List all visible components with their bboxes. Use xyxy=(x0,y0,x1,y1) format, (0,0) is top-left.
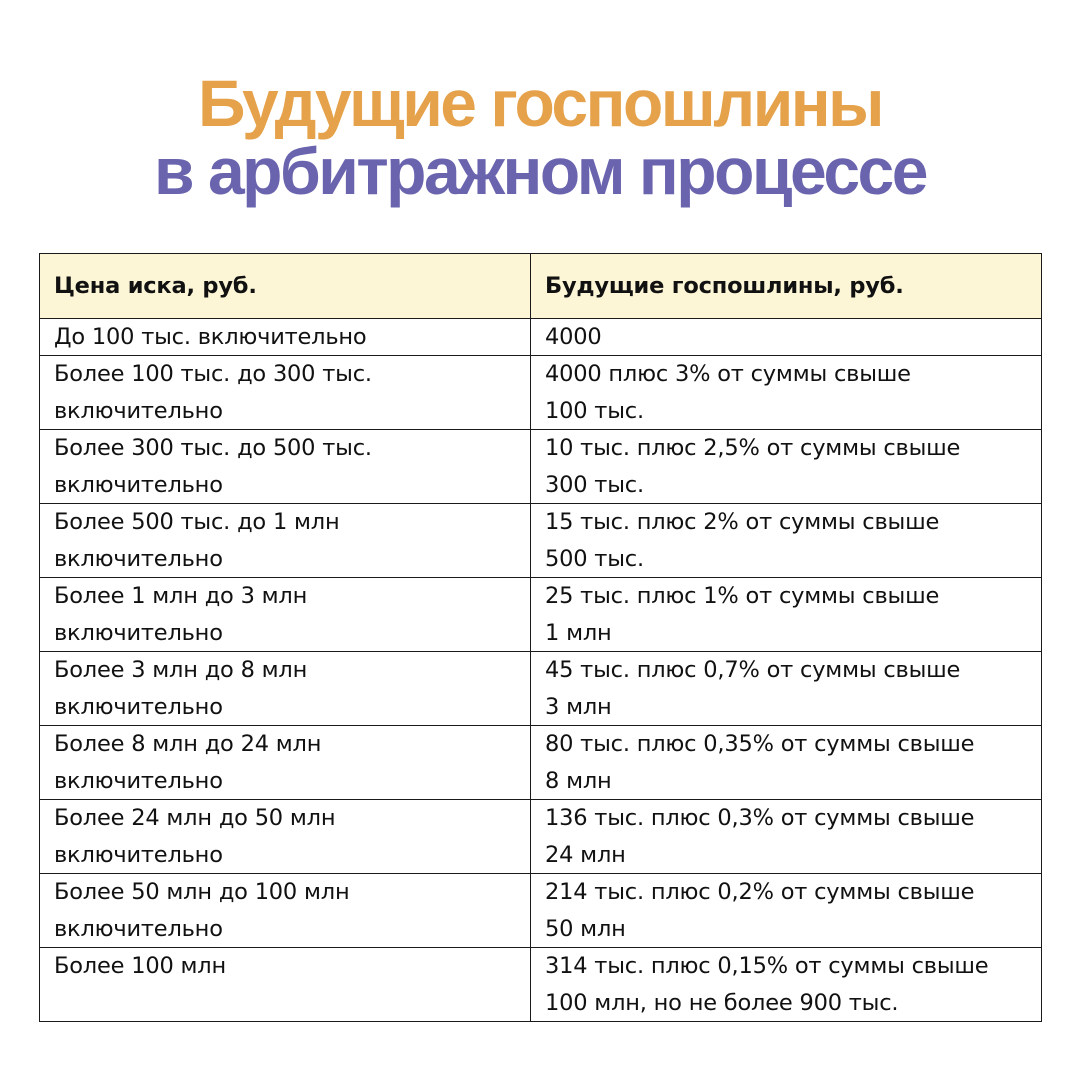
fee-cell xyxy=(531,430,1042,504)
fee-text: 10 тыс. плюс 2,5% от суммы свыше xyxy=(545,435,961,461)
claim-price-text: включительно xyxy=(54,841,223,868)
fee-text: 8 млн xyxy=(545,767,612,794)
claim-price-text: Более 300 тыс. до 500 тыс. xyxy=(54,435,372,461)
table-row xyxy=(40,652,1042,726)
fee-cell xyxy=(531,578,1042,652)
fee-text: 314 тыс. плюс 0,15% от суммы свыше xyxy=(545,953,989,979)
table-header-row xyxy=(40,254,1042,319)
fee-text: 500 тыс. xyxy=(545,545,644,572)
fee-text: 100 млн, но не более 900 тыс. xyxy=(545,989,899,1016)
table-body xyxy=(40,319,1042,1022)
fee-cell xyxy=(531,874,1042,948)
claim-price-text: Более 8 млн до 24 млн xyxy=(54,731,322,757)
fee-cell xyxy=(531,726,1042,800)
table-row xyxy=(40,800,1042,874)
claim-price-cell xyxy=(40,504,531,578)
title-line-2: в арбитражном процессе xyxy=(154,134,926,208)
claim-price-text: включительно xyxy=(54,915,223,942)
claim-price-cell xyxy=(40,874,531,948)
page-title xyxy=(0,66,1080,208)
claim-price-text: До 100 тыс. включительно xyxy=(54,324,367,350)
fee-text: 45 тыс. плюс 0,7% от суммы свыше xyxy=(545,657,961,683)
fee-text: 15 тыс. плюс 2% от суммы свыше xyxy=(545,509,940,535)
fee-text: 4000 xyxy=(545,324,602,350)
claim-price-text: Более 3 млн до 8 млн xyxy=(54,657,308,683)
claim-price-cell xyxy=(40,726,531,800)
fee-cell xyxy=(531,356,1042,430)
fee-cell xyxy=(531,800,1042,874)
fee-cell xyxy=(531,948,1042,1022)
table-row xyxy=(40,948,1042,1022)
claim-price-text: включительно xyxy=(54,545,223,572)
claim-price-text: Более 50 млн до 100 млн xyxy=(54,879,350,905)
table-row xyxy=(40,874,1042,948)
title-line-1: Будущие госпошлины xyxy=(197,66,883,140)
table-row xyxy=(40,578,1042,652)
claim-price-cell xyxy=(40,800,531,874)
fee-cell xyxy=(531,652,1042,726)
fee-text: 50 млн xyxy=(545,915,626,942)
claim-price-text: Более 1 млн до 3 млн xyxy=(54,583,308,609)
fee-text: 300 тыс. xyxy=(545,471,644,498)
fee-text: 136 тыс. плюс 0,3% от суммы свыше xyxy=(545,805,975,831)
fee-text: 100 тыс. xyxy=(545,397,644,424)
header-future-fees: Будущие госпошлины, руб. xyxy=(531,254,1042,319)
claim-price-cell xyxy=(40,319,531,356)
claim-price-cell xyxy=(40,652,531,726)
claim-price-text: Более 100 млн xyxy=(54,953,226,979)
fee-table xyxy=(39,253,1042,1022)
fee-cell xyxy=(531,504,1042,578)
table-row xyxy=(40,356,1042,430)
header-claim-price: Цена иска, руб. xyxy=(40,254,531,319)
table-row xyxy=(40,726,1042,800)
fee-text: 24 млн xyxy=(545,841,626,868)
claim-price-text: включительно xyxy=(54,619,223,646)
fee-text: 25 тыс. плюс 1% от суммы свыше xyxy=(545,583,940,609)
fee-text: 80 тыс. плюс 0,35% от суммы свыше xyxy=(545,731,975,757)
fee-text: 1 млн xyxy=(545,619,612,646)
claim-price-cell xyxy=(40,430,531,504)
claim-price-text: включительно xyxy=(54,693,223,720)
fee-text: 214 тыс. плюс 0,2% от суммы свыше xyxy=(545,879,975,905)
claim-price-cell xyxy=(40,578,531,652)
table-row xyxy=(40,504,1042,578)
fee-text: 4000 плюс 3% от суммы свыше xyxy=(545,361,911,387)
table-row xyxy=(40,319,1042,356)
claim-price-text: Более 24 млн до 50 млн xyxy=(54,805,336,831)
fee-text: 3 млн xyxy=(545,693,612,720)
claim-price-text: включительно xyxy=(54,767,223,794)
claim-price-cell xyxy=(40,356,531,430)
claim-price-text: Более 100 тыс. до 300 тыс. xyxy=(54,361,372,387)
claim-price-text: Более 500 тыс. до 1 млн xyxy=(54,509,340,535)
claim-price-cell xyxy=(40,948,531,1022)
table-row xyxy=(40,430,1042,504)
fee-cell xyxy=(531,319,1042,356)
claim-price-text: включительно xyxy=(54,397,223,424)
claim-price-text: включительно xyxy=(54,471,223,498)
